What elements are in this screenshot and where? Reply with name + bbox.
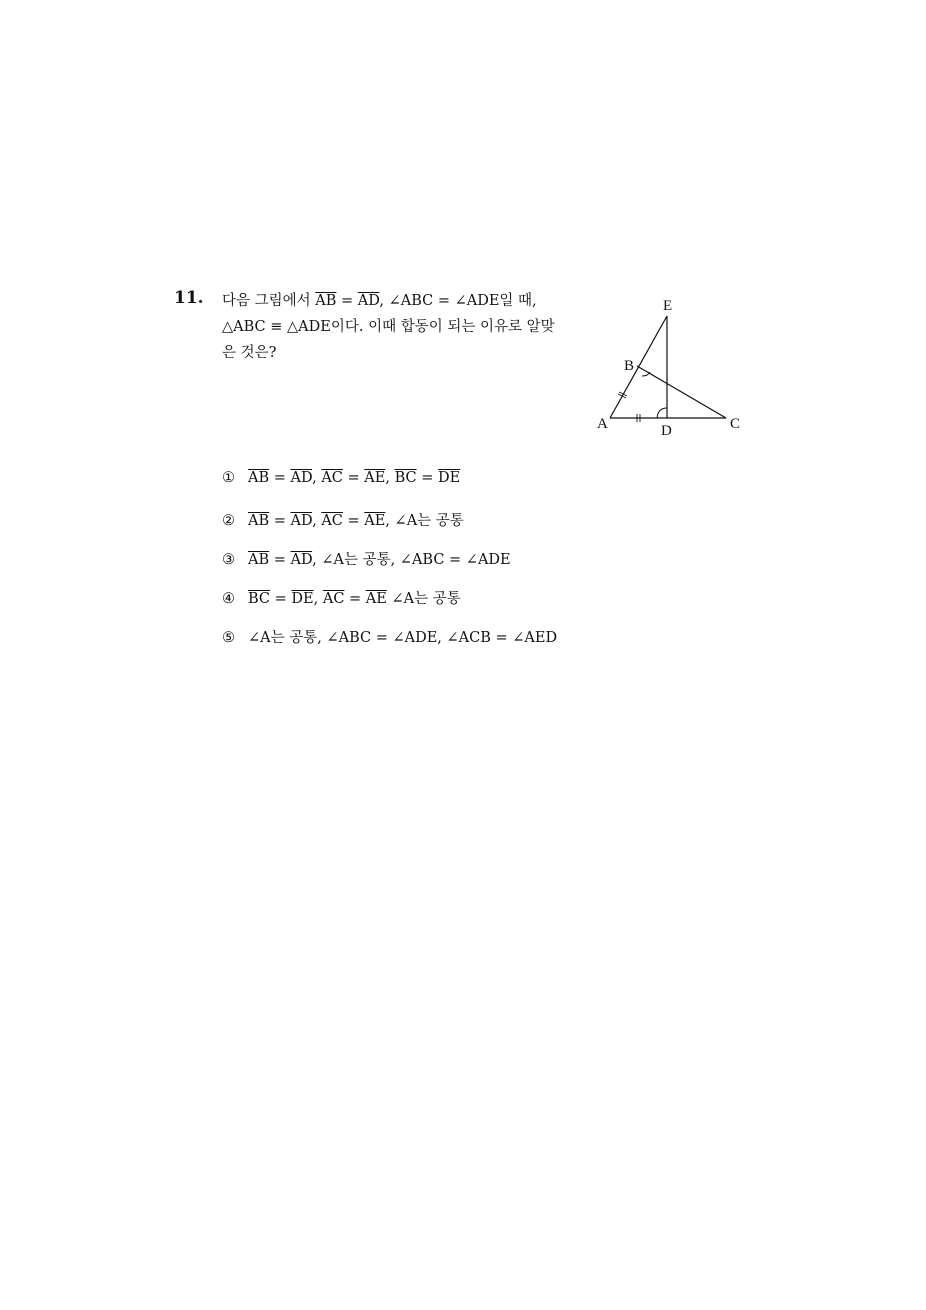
segment-text: $\overline{AD}$: [290, 513, 313, 529]
segment-text: $\overline{AC}$: [322, 591, 345, 607]
label-e: E: [663, 298, 673, 314]
choice-text: =: [269, 513, 291, 529]
stem-line-3: 은 것은?: [222, 345, 277, 361]
segment-ad: $\overline{AD}$: [357, 293, 380, 309]
choice-text: ∠A는 공통, ∠ABC = ∠ADE, ∠ACB = ∠AED: [248, 630, 558, 646]
choice-text: =: [269, 470, 291, 486]
segment-ab: $\overline{AB}$: [315, 293, 337, 309]
choice-text: ,: [312, 513, 322, 529]
segment-text: $\overline{DE}$: [291, 591, 314, 607]
question-stem: [222, 288, 582, 366]
segment-bc: [637, 366, 726, 418]
segment-text: $\overline{AE}$: [364, 513, 386, 529]
choice-marker: ⑤: [222, 630, 235, 646]
answer-choices: [222, 470, 557, 665]
segment-text: $\overline{AC}$: [321, 470, 343, 486]
segment-text: $\overline{AD}$: [290, 552, 313, 568]
segment-text: $\overline{AE}$: [364, 470, 386, 486]
segment-text: $\overline{AD}$: [290, 470, 313, 486]
choice-3[interactable]: [222, 548, 557, 587]
choice-5[interactable]: [222, 626, 557, 665]
segment-text: $\overline{BC}$: [394, 470, 417, 486]
choice-1[interactable]: [222, 470, 557, 509]
choice-text: =: [416, 470, 438, 486]
segment-text: $\overline{AB}$: [248, 552, 270, 568]
label-d: D: [661, 423, 672, 439]
choice-marker: ①: [222, 470, 235, 486]
choice-marker: ④: [222, 591, 235, 607]
triangle-figure: [590, 292, 750, 442]
choice-marker: ③: [222, 552, 235, 568]
choice-text: ,: [385, 470, 395, 486]
segment-text: $\overline{AC}$: [321, 513, 343, 529]
segment-text: $\overline{AB}$: [248, 513, 270, 529]
segment-text: $\overline{DE}$: [437, 470, 461, 486]
choice-marker: ②: [222, 513, 235, 529]
choice-text: =: [270, 591, 292, 607]
choice-text: ,: [312, 470, 322, 486]
stem-line-1: 다음 그림에서 $\overline{AB} = \overline{AD}$, ∠ABC = ∠ADE일 때,: [222, 293, 537, 309]
choice-text: , ∠A는 공통: [385, 513, 464, 529]
choice-text: =: [344, 591, 366, 607]
choice-text: =: [269, 552, 291, 568]
choice-text: =: [342, 470, 365, 486]
segment-text: $\overline{BC}$: [248, 591, 271, 607]
angle-arc-d: [657, 408, 667, 418]
label-a: A: [597, 416, 608, 432]
choice-text: =: [342, 513, 365, 529]
stem-line-2: △ABC ≡ △ADE이다. 이때 합동이 되는 이유로 알맞: [222, 319, 555, 335]
choice-text: , ∠A는 공통, ∠ABC = ∠ADE: [312, 552, 511, 568]
segment-text: $\overline{AB}$: [248, 470, 270, 486]
choice-2[interactable]: [222, 509, 557, 548]
segment-text: $\overline{AE}$: [365, 591, 387, 607]
question-number: 11.: [174, 288, 204, 308]
choice-4[interactable]: [222, 587, 557, 626]
label-b: B: [624, 358, 635, 374]
choice-text: ,: [313, 591, 323, 607]
label-c: C: [730, 416, 741, 432]
choice-text: ∠A는 공통: [386, 591, 461, 607]
